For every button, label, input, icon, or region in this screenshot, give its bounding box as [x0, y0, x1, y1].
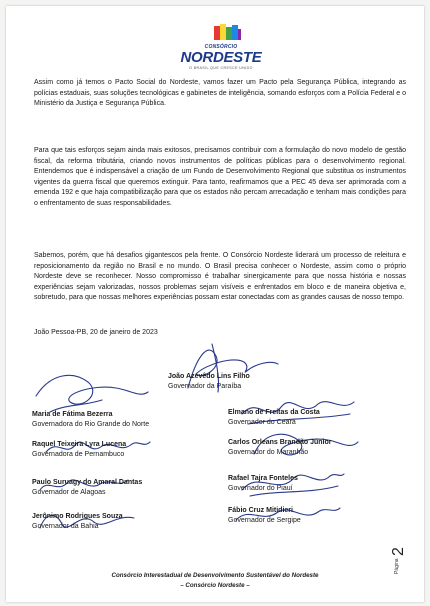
paragraph-challenges: Sabemos, porém, que há desafios gigantescos pela frente. O Consórcio Nordeste liderará um processo de releitura e reposicionamento da região no Brasil e no mundo. O Brasil precisa conhecer o Nordeste, assim como o próprio Nordeste deve se reconhecer. Nosso compromisso é trabalhar sinergicamente para que nossa história e nossas experiências sejam valorizadas, nossos problemas sejam visíveis e enfrentados em bloco e de maneira objetiva e, sobretudo, para que nossas melhores experiências possam estar conectadas com as grandes causas de nosso tempo. [34, 252, 406, 302]
logo-main-text: NORDESTE [180, 49, 262, 66]
logo-subtitle: O BRASIL QUE CRESCE UNIDO [189, 66, 253, 70]
signatory-alagoas [32, 478, 142, 497]
signatory-name: Carlos Orleans Brandão Júnior [228, 439, 332, 446]
signatory-name: João Azevêdo Lins Filho [168, 373, 250, 380]
signatory-name: Rafael Tajra Fonteles [228, 475, 298, 482]
footer-short-name: – Consórcio Nordeste – [180, 582, 250, 589]
signatory-name: Paulo Suruagy do Amaral Dantas [32, 479, 143, 486]
signatory-role: Governador do Piauí [228, 484, 293, 492]
signatory-name: Elmano de Freitas da Costa [228, 409, 320, 416]
date-line: João Pessoa-PB, 20 de janeiro de 2023 [34, 329, 158, 336]
logo-mark-icon [212, 24, 242, 42]
page-number-label: Página [394, 558, 400, 574]
paragraph-fiscal-reform: Para que tais esforços sejam ainda mais exitosos, precisamos contribuir com a formulação do novo modelo de gestão fiscal, da reforma tributária, criando novos instrumentos de políticas públicas para o desenvolvimento regional. Entendemos que é indispensável a criação de um Fundo de Desenvolvimento Regional que substitua os instrumentos vigentes da guerra fiscal que queremos extinguir. Para tanto, reafirmamos que a PEC 45 deva ser aprimorada com a emenda 192 e que haja compatibilização para que os estados não percam arrecadação e tenham mais condições para o enfrentamento de suas responsabilidades. [34, 147, 406, 207]
signatory-role: Governador da Paraíba [168, 382, 242, 390]
document-page [6, 6, 424, 602]
signatory-role: Governadora do Rio Grande do Norte [32, 420, 150, 428]
footer-organization: Consórcio Interestadual de Desenvolvimento Sustentável do Nordeste [111, 572, 319, 579]
signatory-role: Governador de Sergipe [228, 516, 301, 524]
signatory-pernambuco [32, 440, 126, 459]
signatory-name: Raquel Teixeira Lyra Lucena [32, 441, 127, 448]
page-number-value: 2 [390, 547, 407, 556]
signatory-name: Jerônimo Rodrigues Souza [32, 513, 123, 520]
signatory-rio-grande-do-norte [32, 410, 149, 429]
logo-small-text: CONSÓRCIO [204, 44, 238, 50]
signatory-role: Governador do Maranhão [228, 448, 309, 456]
signatory-role: Governadora de Pernambuco [32, 450, 125, 458]
signatory-role: Governador de Alagoas [32, 488, 106, 496]
signatory-maranhao [228, 438, 331, 457]
signatory-role: Governador do Ceará [228, 418, 296, 426]
consorcio-nordeste-logo [176, 24, 266, 74]
signatory-paraiba [168, 372, 250, 391]
signatory-name: Maria de Fátima Bezerra [32, 411, 113, 418]
signatory-name: Fábio Cruz Mitidieri [228, 507, 293, 514]
signatory-bahia [32, 512, 123, 531]
signatory-role: Governador da Bahia [32, 522, 99, 530]
signatory-piaui [228, 474, 298, 493]
signatory-ceara [228, 408, 320, 427]
paragraph-security-pact: Assim como já temos o Pacto Social do Nordeste, vamos fazer um Pacto pela Segurança Pública, integrando as polícias estaduais, suas soluções tecnológicas e gabinetes de inteligência, somando esforços com a Polícia Federal e o Ministério da Justiça e Segurança Pública. [34, 79, 406, 108]
signatory-sergipe [228, 506, 301, 525]
